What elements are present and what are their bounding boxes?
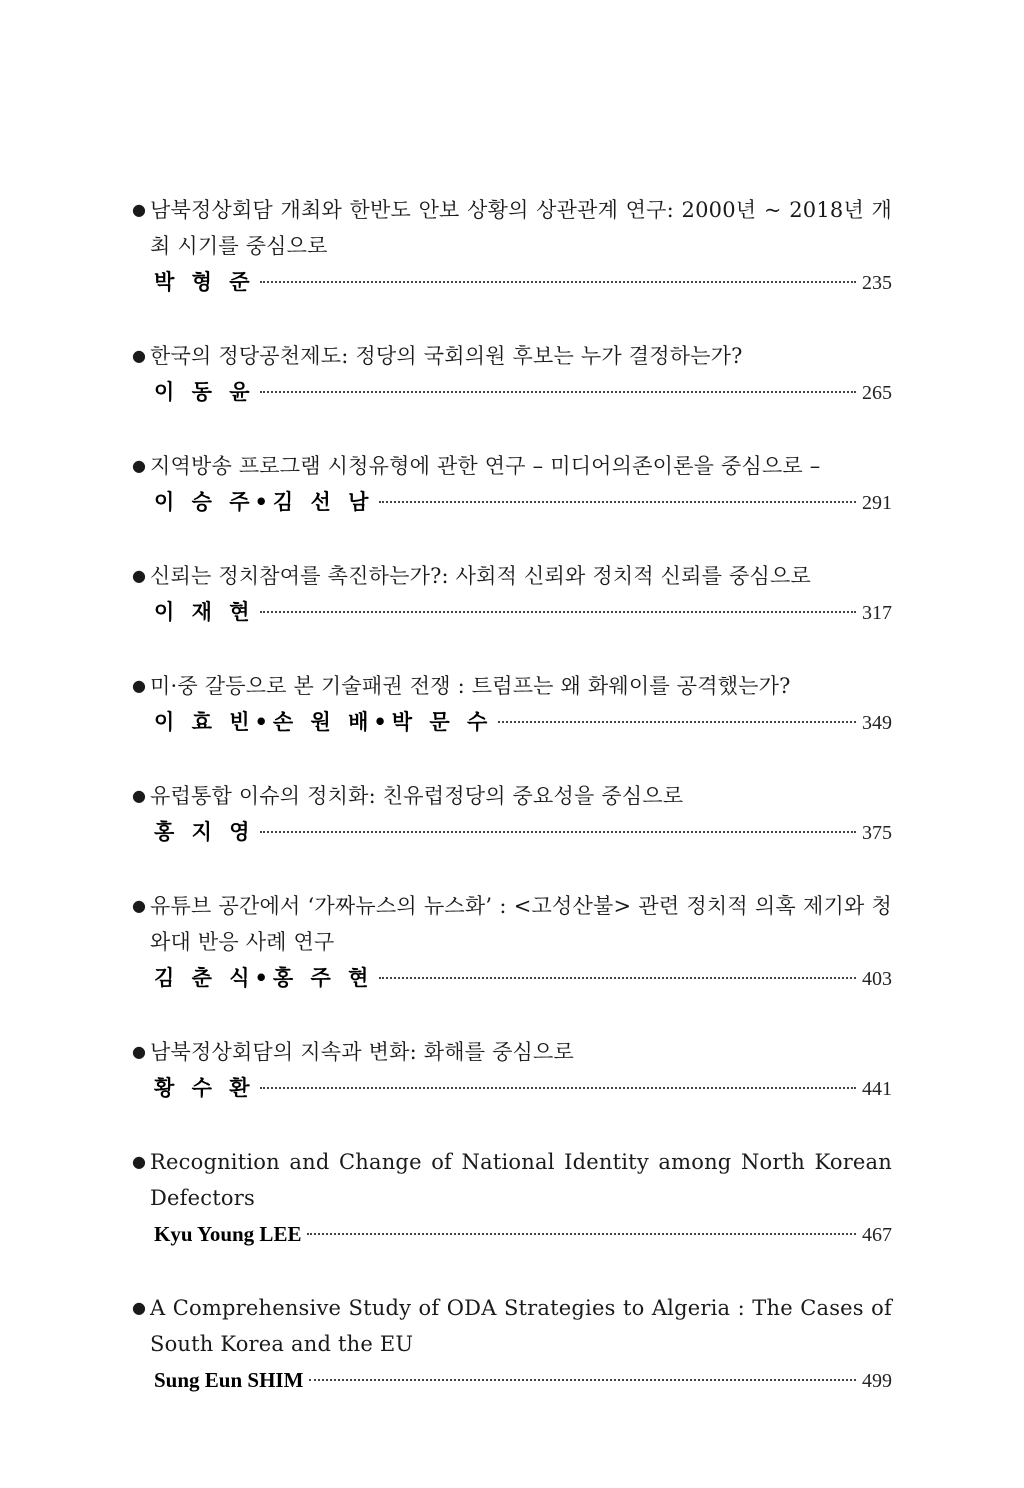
entry-author: 홍 지 영 [154, 820, 255, 844]
bullet-icon: ● [132, 346, 147, 365]
entry-page-number: 317 [862, 602, 892, 624]
dot-leader [379, 977, 856, 979]
toc-entry [132, 778, 892, 850]
dot-leader [498, 721, 856, 723]
entry-author: Sung Eun SHIM [154, 1368, 304, 1392]
dot-leader [260, 391, 856, 393]
dot-leader [260, 1087, 856, 1089]
entry-author: 이 효 빈•손 원 배•박 문 수 [154, 710, 493, 734]
entry-author: 박 형 준 [154, 270, 255, 294]
toc-entry [132, 888, 892, 996]
bullet-icon: ● [132, 1152, 147, 1171]
entry-page-number: 265 [862, 382, 892, 404]
entry-author: 이 동 윤 [154, 380, 255, 404]
bullet-icon: ● [132, 786, 147, 805]
dot-leader [309, 1379, 856, 1381]
toc-entry [132, 192, 892, 300]
bullet-icon: ● [132, 1042, 147, 1061]
entry-page-number: 235 [862, 272, 892, 294]
entry-title: 남북정상회담의 지속과 변화: 화해를 중심으로 [150, 1040, 575, 1064]
dot-leader [307, 1233, 856, 1235]
entry-page-number: 375 [862, 822, 892, 844]
entry-page-number: 403 [862, 968, 892, 990]
entry-page-number: 441 [862, 1078, 892, 1100]
entry-author: 김 춘 식•홍 주 현 [154, 966, 374, 990]
toc-entry [132, 668, 892, 740]
entry-page-number: 349 [862, 712, 892, 734]
toc-entry [132, 1034, 892, 1106]
entry-title: 미·중 갈등으로 본 기술패권 전쟁 : 트럼프는 왜 화웨이를 공격했는가? [150, 674, 791, 698]
table-of-contents [132, 192, 892, 1436]
entry-author: 이 승 주•김 선 남 [154, 490, 374, 514]
toc-entry [132, 1290, 892, 1398]
entry-title: 남북정상회담 개최와 한반도 안보 상황의 상관관계 연구: 2000년 ~ 2018년 개최 시기를 중심으로 [150, 198, 892, 258]
bullet-icon: ● [132, 676, 147, 695]
entry-title: 유튜브 공간에서 ‘가짜뉴스의 뉴스화’ : <고성산불> 관련 정치적 의혹 제기와 청와대 반응 사례 연구 [150, 894, 892, 954]
entry-author: 황 수 환 [154, 1076, 255, 1100]
entry-title: 한국의 정당공천제도: 정당의 국회의원 후보는 누가 결정하는가? [150, 344, 743, 368]
bullet-icon: ● [132, 456, 147, 475]
entry-title: Recognition and Change of National Identity among North Korean Defectors [150, 1150, 892, 1210]
entry-page-number: 499 [862, 1370, 892, 1392]
entry-title: A Comprehensive Study of ODA Strategies to Algeria : The Cases of South Korea and the EU [150, 1296, 892, 1356]
entry-title: 신뢰는 정치참여를 촉진하는가?: 사회적 신뢰와 정치적 신뢰를 중심으로 [150, 564, 811, 588]
entry-author: 이 재 현 [154, 600, 255, 624]
bullet-icon: ● [132, 1298, 147, 1317]
entry-page-number: 291 [862, 492, 892, 514]
entry-title: 지역방송 프로그램 시청유형에 관한 연구 – 미디어의존이론을 중심으로 – [150, 454, 821, 478]
dot-leader [379, 501, 856, 503]
toc-entry [132, 448, 892, 520]
toc-entry [132, 1144, 892, 1252]
entry-author: Kyu Young LEE [154, 1222, 302, 1246]
bullet-icon: ● [132, 896, 147, 915]
dot-leader [260, 831, 856, 833]
bullet-icon: ● [132, 566, 147, 585]
toc-entry [132, 558, 892, 630]
entry-page-number: 467 [862, 1224, 892, 1246]
bullet-icon: ● [132, 200, 147, 219]
entry-title: 유럽통합 이슈의 정치화: 친유럽정당의 중요성을 중심으로 [150, 784, 684, 808]
dot-leader [260, 611, 856, 613]
toc-entry [132, 338, 892, 410]
dot-leader [260, 281, 856, 283]
